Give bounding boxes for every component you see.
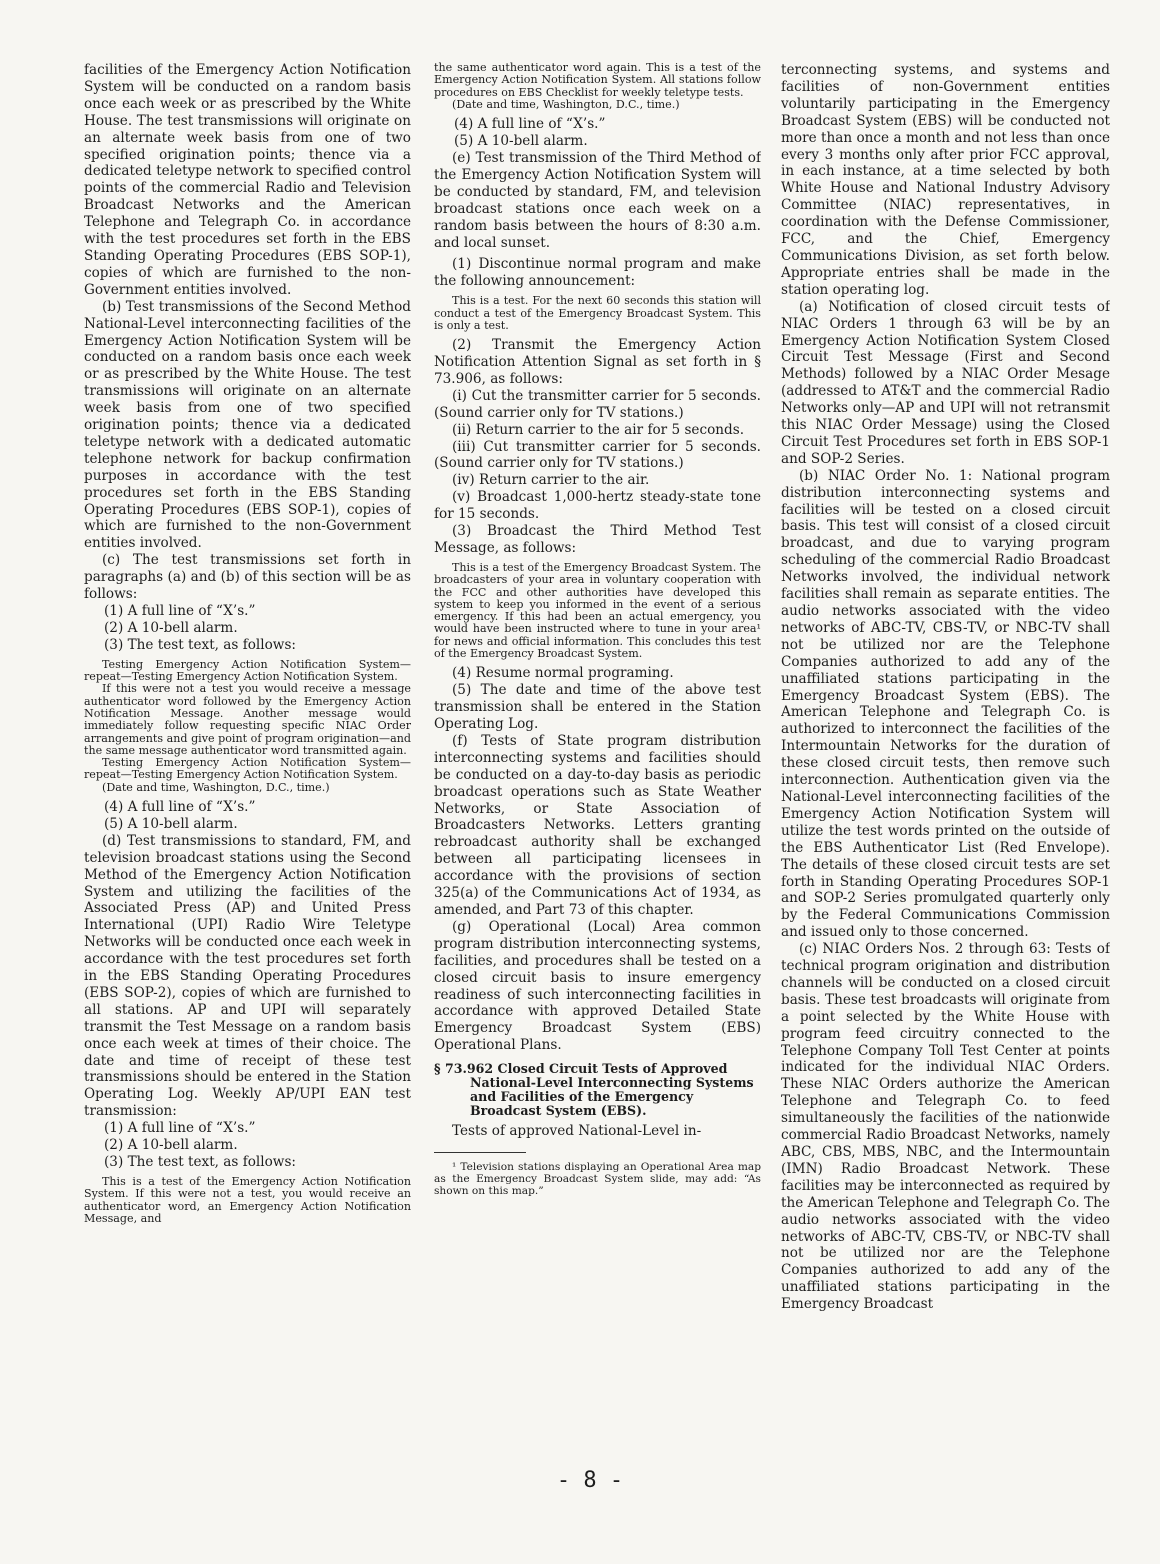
quoted-date-line: (Date and time, Washington, D.C., time.) [102,780,330,794]
list-item: (3) The test text, as follows: [104,1154,296,1171]
list-item: (2) A 10-bell alarm. [104,619,238,636]
list-item: (ii) Return carrier to the air for 5 seconds. [452,421,745,438]
list-item: (1) A full line of “X’s.” [104,1120,256,1137]
list-item: (5) A 10-bell alarm. [104,815,238,832]
paragraph-c: (c) NIAC Orders Nos. 2 through 63: Tests of technical program origination and distribution channels will be conducted on a closed circuit basis. These test broadcasts will originate from a point selected by the White House with program feed circuitry connected to the Telephone Company Toll Test Center at points indicated for the individual NIAC Orders. These NIAC Orders authorize the American Telephone and Telegraph Co. to feed simultaneously the facilities of the nationwide commercial Radio Broadcast Networks, namely ABC, CBS, MBS, NBC, and the Intermountain (IMN) Radio Broadcast Network. These facilities may be interconnected as required by the American Telephone and Telegraph Co. The audio networks associated with the video networks of ABC-TV, CBS-TV, or NBC-TV shall not be utilized nor are the Telephone Companies authorized to add any of the unaffiliated stations participating in the Emergency Broadcast [781,941,1110,1313]
paragraph-f: (f) Tests of State program distribution interconnecting systems and facilities should be conducted on a day-to-day basis as periodic broadcast operations such as State Weather Networks, or State Association of Broadcasters Networks. Letters granting rebroadcast authority shall be exchanged between all participating licensees in accordance with the provisions of section 325(a) of the Communications Act of 1934, as amended, and Part 73 of this chapter. [434,732,761,918]
list-item: (1) A full line of “X’s.” [104,603,256,619]
section-heading: § 73.962 Closed Circuit Tests of Approved National-Level Interconnecting Systems and Facilities of the Emergency Broadcast System (EBS). [434,1061,754,1119]
column-right [781,62,1110,1313]
paragraph: terconnecting systems, and systems and facilities of non-Government entities voluntarily participating in the Emergency Broadcast System (EBS) will be conducted not more than once a month and not less than once every 3 months only after prior FCC approval, in each instance, at a time selected by both White House and National Industry Advisory Committee (NIAC) representatives, in coordination with the Defense Commissioner, FCC, and the Chief, Emergency Communications Division, as set forth below. Appropriate entries shall be made in the station operating log. [781,62,1110,298]
list-item: (1) Discontinue normal program and make the following announcement: [434,256,761,290]
footnote: ¹ Television stations displaying an Operational Area map as the Emergency Broadcast System slide, may add: “As shown on this map.” [434,1161,761,1198]
list-item: (i) Cut the transmitter carrier for 5 seconds. (Sound carrier only for TV stations.) [434,387,761,421]
paragraph-d: (d) Test transmissions to standard, FM, and television broadcast stations using the Second Method of the Emergency Action Notification System and utilizing the facilities of the Associated Press (AP) and United Press International (UPI) Radio Wire Teletype Networks will be conducted once each week in accordance with the test procedures set forth in the EBS Standing Operating Procedures (EBS SOP-2), copies of which are furnished to all stations. AP and UPI will separately transmit the Test Message on a random basis once each week at times of their choice. The date and time of receipt of these test transmissions should be entered in the Station Operating Log. Weekly AP/UPI EAN test transmission: [84,832,411,1120]
list-item: (2) A 10-bell alarm. [104,1137,238,1154]
quoted-test-message: This is a test of the Emergency Broadcast System. The broadcasters of your area in voluntary cooperation with the FCC and other authorities have developed this system to keep you informed in the event of a serious emergency. If this had been an actual emergency, you would have been instructed where to tune in your area¹ for news and official information. This concludes this test of the Emergency Broadcast System. [434,560,761,660]
list-item: (4) A full line of “X’s.” [104,798,256,815]
paragraph-b: (b) Test transmissions of the Second Method National-Level interconnecting facilities of the Emergency Action Notification System will be conducted on a random basis once each week or as prescribed by the White House. The test transmissions will originate on an alternate week basis from one of two specified origination points; thence via a dedicated teletype network with a dedicated automatic telephone network for backup confirmation purposes in accordance with the test procedures set forth in the EBS Standing Operating Procedures (EBS SOP-1), copies of which are furnished to the non-Government entities involved. [84,298,411,552]
list-item: (4) A full line of “X’s.” [454,116,606,133]
page-number: - 8 - [556,1468,624,1493]
list-item: (5) A 10-bell alarm. [454,133,588,150]
list-item: (v) Broadcast 1,000-hertz steady-state tone for 15 seconds. [434,489,761,523]
paragraph-g: (g) Operational (Local) Area common program distribution interconnecting systems, facilities, and procedures shall be tested on a closed circuit basis to insure emergency readiness of such interconnecting facilities in accordance with approved Detailed State Emergency Broadcast System (EBS) Operational Plans. [434,918,761,1054]
paragraph: facilities of the Emergency Action Notification System will be conducted on a random basis once each week or as prescribed by the White House. The test transmissions will originate on an alternate week basis from one of two specified origination points; thence via a dedicated teletype network to specified control points of the commercial Radio and Television Broadcast Networks and the American Telephone and Telegraph Co. in accordance with the test procedures set forth in the EBS Standing Operating Procedures (EBS SOP-1), copies of which are furnished to the non-Government entities involved. [84,62,411,298]
column-middle [434,62,761,1198]
list-item: (iv) Return carrier to the air. [452,472,650,489]
quoted-test-text: This is a test of the Emergency Action Notification System. If this were not a test, you would receive an authenticator word, an Emergency Action Notification Message, and [84,1174,411,1225]
quoted-test-text: Testing Emergency Action Notification System—repeat—Testing Emergency Action Notification System. [84,756,411,782]
quoted-test-text: Testing Emergency Action Notification System—repeat—Testing Emergency Action Notification System. [84,657,411,684]
list-item: (3) The test text, as follows: [104,636,296,653]
list-item: (5) The date and time of the above test transmission shall be entered in the Station Operating Log. [434,682,761,733]
paragraph-e: (e) Test transmission of the Third Method of the Emergency Action Notification System will be conducted by standard, FM, and television broadcast stations once each week on a random basis between the hours of 8:30 a.m. and local sunset. [434,150,761,251]
column-left [84,62,411,1225]
quoted-announcement: This is a test. For the next 60 seconds this station will conduct a test of the Emergency Broadcast System. This is only a test. [434,294,761,332]
list-item: (iii) Cut transmitter carrier for 5 seconds. (Sound carrier only for TV stations.) [434,438,761,472]
list-item: (2) Transmit the Emergency Action Notification Attention Signal as set forth in § 73.906, as follows: [434,337,761,387]
paragraph: Tests of approved National-Level in- [452,1123,702,1140]
paragraph-b: (b) NIAC Order No. 1: National program distribution interconnecting systems and facilities will be tested on a closed circuit basis. This test will consist of a closed circuit broadcast, and due to varying program scheduling of the commercial Radio Broadcast Networks involved, the individual network facilities shall remain as separate entities. The audio networks associated with the video networks of ABC-TV, CBS-TV, or NBC-TV shall not be utilized nor are the Telephone Companies authorized to add any of the unaffiliated stations participating in the Emergency Broadcast System (EBS). The American Telephone and Telegraph Co. is authorized to interconnect the facilities of the Intermountain Networks for the duration of these closed circuit tests, then remove such interconnection. Authentication given via the National-Level interconnecting facilities of the Emergency Action Notification System will utilize the test words printed on the outside of the EBS Authenticator List (Red Envelope). The details of these closed circuit tests are set forth in Standing Operating Procedures SOP-1 and SOP-2 Series promulgated quarterly only by the Federal Communications Commission and issued only to those concerned. [781,467,1110,941]
paragraph-a: (a) Notification of closed circuit tests of NIAC Orders 1 through 63 will be by an Emergency Action Notification System Closed Circuit Test Message (First and Second Methods) followed by a NIAC Order Mesage (addressed to AT&T and the commercial Radio Networks only—AP and UPI will not retransmit this NIAC Order Message) using the Closed Circuit Test Procedures set forth in EBS SOP-1 and SOP-2 Series. [781,298,1110,467]
paragraph-c: (c) The test transmissions set forth in paragraphs (a) and (b) of this section will be as follows: [84,552,411,603]
list-item: (3) Broadcast the Third Method Test Message, as follows: [434,523,761,557]
quoted-date-line: (Date and time, Washington, D.C., time.) [452,97,680,111]
quoted-test-text: the same authenticator word again. This is a test of the Emergency Action Notification System. All stations follow procedures on EBS Checklist for weekly teletype tests. [434,62,761,99]
footnote-rule [434,1152,526,1153]
list-item: (4) Resume normal programing. [452,665,674,682]
quoted-test-text: If this were not a test you would receive a message authenticator word followed by the Emergency Action Notification Message. Another message would immediately follow requesting specific NIAC Order arrangements and give point of program origination—and the same message authenticator word transmitted again. [84,682,411,757]
